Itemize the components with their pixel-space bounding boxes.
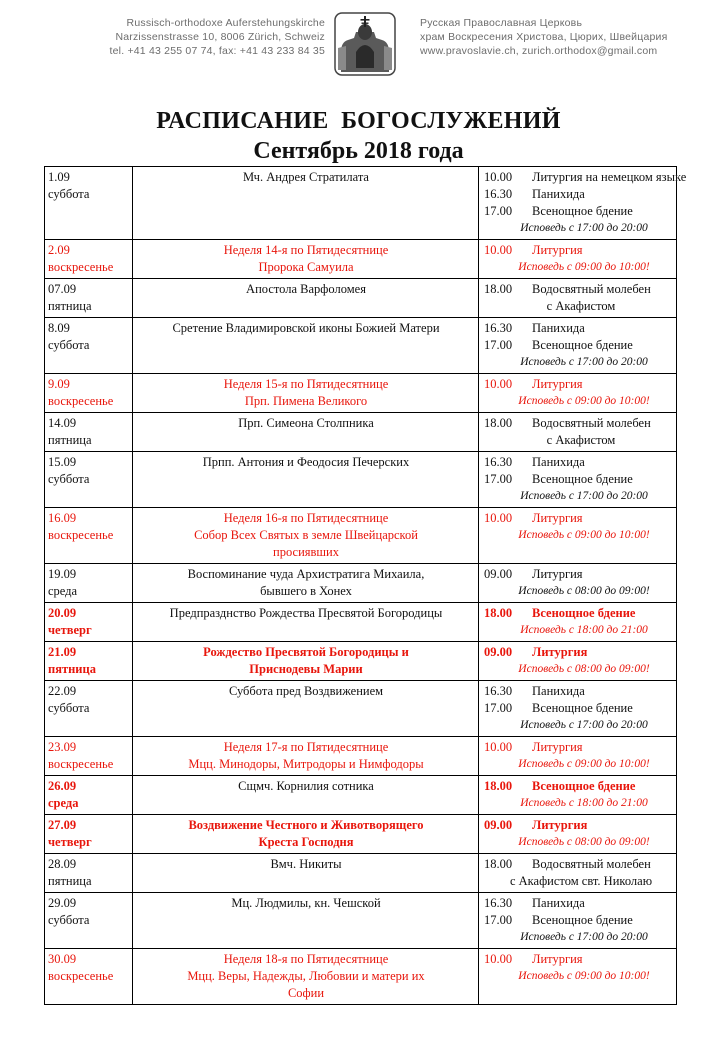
service-time: 16.30	[484, 187, 513, 201]
service-weekday: пятница	[48, 874, 92, 888]
letterhead-line: храм Воскресения Христова, Цюрих, Швейцария	[420, 31, 668, 43]
confession-time: Исповедь с 17:00 до 20:00	[520, 356, 648, 368]
feast-cell	[133, 279, 479, 318]
services-cell	[479, 949, 677, 1005]
service-name: Литургия на немецком языке	[532, 170, 687, 184]
date-cell	[45, 681, 133, 737]
feast-line: бывшего в Хонех	[260, 584, 352, 598]
feast-cell	[133, 374, 479, 413]
schedule-row	[45, 374, 677, 413]
feast-line: Прпп. Антония и Феодосия Печерских	[202, 455, 410, 469]
services-cell	[479, 776, 677, 815]
service-date: 19.09	[48, 567, 77, 581]
service-name: Всенощное бдение	[532, 701, 633, 715]
date-cell	[45, 167, 133, 240]
service-time: 10.00	[484, 377, 513, 391]
feast-line: Софии	[287, 986, 325, 1000]
letterhead-line: tel. +41 43 255 07 74, fax: +41 43 233 84 35	[109, 45, 325, 57]
services-cell	[479, 603, 677, 642]
feast-line: Воздвижение Честного и Животворящего	[188, 818, 424, 832]
feast-line: Прп. Пимена Великого	[244, 394, 368, 408]
feast-line: Воспоминание чуда Архистратига Михаила,	[187, 567, 425, 581]
services-cell	[479, 413, 677, 452]
service-weekday: суббота	[48, 913, 90, 927]
service-line	[482, 644, 674, 661]
service-date: 9.09	[48, 377, 70, 391]
services-cell	[479, 279, 677, 318]
date-cell	[45, 737, 133, 776]
service-name: Литургия	[532, 740, 583, 754]
service-date: 22.09	[48, 684, 77, 698]
letterhead-line: Русская Православная Церковь	[420, 17, 583, 29]
service-name: Водосвятный молебен	[532, 282, 651, 296]
service-name: Литургия	[532, 243, 583, 257]
service-weekday: суббота	[48, 338, 90, 352]
service-time: 18.00	[484, 606, 513, 620]
letterhead	[0, 0, 717, 80]
feast-line: Суббота пред Воздвижением	[228, 684, 384, 698]
feast-cell	[133, 949, 479, 1005]
services-cell	[479, 642, 677, 681]
feast-line: Сретение Владимировской иконы Божией Матери	[172, 321, 440, 335]
feast-cell	[133, 167, 479, 240]
service-time: 10.00	[484, 952, 513, 966]
service-date: 28.09	[48, 857, 77, 871]
confession-time: Исповедь с 09:00 до 10:00!	[518, 529, 650, 541]
feast-cell	[133, 564, 479, 603]
service-time: 16.30	[484, 455, 513, 469]
service-name: Литургия	[532, 567, 583, 581]
service-time: 09.00	[484, 645, 513, 659]
date-cell	[45, 413, 133, 452]
service-name: Литургия	[532, 952, 583, 966]
services-cell	[479, 508, 677, 564]
date-cell	[45, 893, 133, 949]
confession-time: Исповедь с 17:00 до 20:00	[520, 931, 648, 943]
service-weekday: суббота	[48, 187, 90, 201]
schedule-row	[45, 949, 677, 1005]
feast-line: Мц. Людмилы, кн. Чешской	[231, 896, 381, 910]
service-name: Всенощное бдение	[532, 338, 633, 352]
feast-cell	[133, 508, 479, 564]
schedule-row	[45, 279, 677, 318]
service-name: Панихида	[532, 684, 585, 698]
feast-cell	[133, 452, 479, 508]
feast-line: Неделя 15-я по Пятидесятнице	[223, 377, 389, 391]
service-name: Панихида	[532, 455, 585, 469]
service-time: 09.00	[484, 818, 513, 832]
service-weekday: воскресенье	[48, 757, 114, 771]
schedule-row	[45, 776, 677, 815]
service-weekday: четверг	[48, 623, 92, 637]
services-cell	[479, 240, 677, 279]
feast-cell	[133, 240, 479, 279]
services-cell	[479, 737, 677, 776]
feast-cell	[133, 815, 479, 854]
date-cell	[45, 279, 133, 318]
feast-line: Рождество Пресвятой Богородицы и	[203, 645, 409, 659]
service-name: Панихида	[532, 321, 585, 335]
schedule-row	[45, 737, 677, 776]
feast-cell	[133, 413, 479, 452]
service-weekday: пятница	[48, 662, 96, 676]
service-date: 23.09	[48, 740, 77, 754]
service-weekday: пятница	[48, 299, 92, 313]
feast-line: Неделя 18-я по Пятидесятнице	[223, 952, 389, 966]
date-cell	[45, 642, 133, 681]
date-cell	[45, 564, 133, 603]
feast-line: Неделя 14-я по Пятидесятнице	[223, 243, 389, 257]
service-name: Всенощное бдение	[532, 472, 633, 486]
service-line	[482, 186, 674, 203]
date-cell	[45, 318, 133, 374]
service-line	[482, 376, 674, 393]
service-time: 10.00	[484, 511, 513, 525]
feast-line: Предпразднство Рождества Пресвятой Богородицы	[169, 606, 443, 620]
service-name: Водосвятный молебен	[532, 416, 651, 430]
service-weekday: воскресенье	[48, 394, 114, 408]
service-line	[482, 454, 674, 471]
service-line	[482, 951, 674, 968]
services-cell	[479, 564, 677, 603]
confession-time: Исповедь с 09:00 до 10:00!	[518, 395, 650, 407]
service-date: 16.09	[48, 511, 77, 525]
services-cell	[479, 854, 677, 893]
feast-line: Апостола Варфоломея	[246, 282, 366, 296]
service-time: 18.00	[484, 416, 513, 430]
confession-time: Исповедь с 09:00 до 10:00!	[518, 758, 650, 770]
letterhead-german	[80, 16, 325, 58]
date-cell	[45, 815, 133, 854]
service-name-continued: с Акафистом свт. Николаю	[509, 874, 653, 888]
feast-cell	[133, 642, 479, 681]
feast-cell	[133, 776, 479, 815]
service-date: 14.09	[48, 416, 77, 430]
service-name-continued: с Акафистом	[546, 433, 616, 447]
feast-cell	[133, 893, 479, 949]
service-weekday: среда	[48, 796, 79, 810]
schedule-row	[45, 681, 677, 737]
service-time: 17.00	[484, 701, 513, 715]
feast-line: Прп. Симеона Столпника	[238, 416, 374, 430]
service-line	[482, 856, 674, 873]
service-name: Всенощное бдение	[532, 606, 636, 620]
confession-time: Исповедь с 08:00 до 09:00!	[518, 663, 650, 675]
service-date: 26.09	[48, 779, 77, 793]
schedule-row	[45, 452, 677, 508]
feast-line: Креста Господня	[258, 835, 354, 849]
date-cell	[45, 776, 133, 815]
schedule-row	[45, 642, 677, 681]
feast-line: Неделя 17-я по Пятидесятнице	[223, 740, 389, 754]
confession-time: Исповедь с 17:00 до 20:00	[520, 490, 648, 502]
service-line	[482, 605, 674, 622]
schedule-row	[45, 508, 677, 564]
service-weekday: воскресенье	[48, 260, 114, 274]
services-cell	[479, 815, 677, 854]
service-date: 20.09	[48, 606, 77, 620]
service-time: 17.00	[484, 338, 513, 352]
feast-cell	[133, 737, 479, 776]
service-line	[482, 912, 674, 929]
date-cell	[45, 452, 133, 508]
schedule-row	[45, 603, 677, 642]
service-line	[482, 683, 674, 700]
service-line	[482, 739, 674, 756]
service-name: Всенощное бдение	[532, 913, 633, 927]
confession-time: Исповедь с 18:00 до 21:00	[520, 797, 648, 809]
service-weekday: среда	[48, 584, 78, 598]
service-weekday: суббота	[48, 472, 90, 486]
service-name: Всенощное бдение	[532, 779, 636, 793]
service-name: Водосвятный молебен	[532, 857, 651, 871]
letterhead-line: Narzissenstrasse 10, 8006 Zürich, Schweiz	[115, 31, 325, 43]
confession-time: Исповедь с 09:00 до 10:00!	[518, 261, 650, 273]
schedule-row	[45, 167, 677, 240]
services-cell	[479, 167, 687, 240]
services-cell	[479, 452, 677, 508]
service-time: 16.30	[484, 896, 513, 910]
service-line	[482, 281, 674, 298]
service-weekday: суббота	[48, 701, 90, 715]
document-subtitle: Сентябрь 2018 года	[253, 138, 464, 164]
service-line	[482, 471, 674, 488]
service-date: 07.09	[48, 282, 77, 296]
services-cell	[479, 318, 677, 374]
date-cell	[45, 508, 133, 564]
schedule-row	[45, 893, 677, 949]
feast-cell	[133, 603, 479, 642]
service-line	[482, 169, 687, 186]
date-cell	[45, 240, 133, 279]
service-time: 10.00	[484, 243, 513, 257]
schedule-row	[45, 413, 677, 452]
service-time: 17.00	[484, 472, 513, 486]
service-name: Литургия	[532, 511, 583, 525]
confession-time: Исповедь с 18:00 до 21:00	[520, 624, 648, 636]
date-cell	[45, 603, 133, 642]
service-date: 21.09	[48, 645, 77, 659]
services-cell	[479, 681, 677, 737]
service-name: Литургия	[532, 377, 583, 391]
service-line	[482, 817, 674, 834]
service-line	[482, 337, 674, 354]
service-name: Всенощное бдение	[532, 204, 633, 218]
feast-line: Собор Всех Святых в земле Швейцарской	[194, 528, 418, 542]
confession-time: Исповедь с 09:00 до 10:00!	[518, 970, 650, 982]
schedule-row	[45, 318, 677, 374]
schedule-row	[45, 854, 677, 893]
church-logo-icon	[334, 12, 396, 76]
service-time: 16.30	[484, 684, 513, 698]
feast-line: Пророка Самуила	[258, 260, 354, 274]
service-name: Панихида	[532, 896, 585, 910]
service-time: 10.00	[484, 170, 513, 184]
service-time: 17.00	[484, 204, 513, 218]
feast-line: Мцц. Веры, Надежды, Любовии и матери их	[187, 969, 425, 983]
service-time: 18.00	[484, 779, 513, 793]
service-time: 16.30	[484, 321, 513, 335]
service-weekday: воскресенье	[48, 528, 114, 542]
service-time: 18.00	[484, 282, 513, 296]
service-time: 18.00	[484, 857, 513, 871]
letterhead-russian	[420, 16, 710, 58]
service-line	[482, 566, 674, 583]
service-weekday: четверг	[48, 835, 92, 849]
feast-line: Вмч. Никиты	[270, 857, 342, 871]
service-name-continued: с Акафистом	[546, 299, 616, 313]
feast-cell	[133, 318, 479, 374]
service-date: 8.09	[48, 321, 70, 335]
date-cell	[45, 854, 133, 893]
schedule-row	[45, 240, 677, 279]
confession-time: Исповедь с 08:00 до 09:00!	[518, 585, 650, 597]
service-line	[482, 415, 674, 432]
service-name: Литургия	[532, 818, 588, 832]
service-date: 27.09	[48, 818, 77, 832]
service-weekday: воскресенье	[48, 969, 114, 983]
letterhead-line: Russisch-orthodoxe Auferstehungskirche	[126, 17, 325, 29]
feast-line: Мч. Андрея Стратилата	[243, 170, 369, 184]
schedule-row	[45, 815, 677, 854]
service-date: 2.09	[48, 243, 70, 257]
feast-line: Приснодевы Марии	[249, 662, 363, 676]
service-name: Панихида	[532, 187, 585, 201]
confession-time: Исповедь с 17:00 до 20:00	[520, 222, 648, 234]
confession-time: Исповедь с 08:00 до 09:00!	[518, 836, 650, 848]
service-time: 09.00	[484, 567, 513, 581]
schedule-body	[45, 167, 687, 1005]
service-line	[482, 510, 674, 527]
service-date: 1.09	[48, 170, 70, 184]
document-title: РАСПИСАНИЕ БОГОСЛУЖЕНИЙ	[156, 108, 561, 134]
feast-line: Неделя 16-я по Пятидесятнице	[223, 511, 389, 525]
feast-cell	[133, 854, 479, 893]
service-line	[482, 203, 674, 220]
service-line	[482, 242, 674, 259]
service-date: 29.09	[48, 896, 77, 910]
service-time: 17.00	[484, 913, 513, 927]
feast-line: просиявших	[273, 545, 339, 559]
feast-cell	[133, 681, 479, 737]
service-time: 10.00	[484, 740, 513, 754]
date-cell	[45, 374, 133, 413]
service-name: Литургия	[532, 645, 588, 659]
service-weekday: пятница	[48, 433, 92, 447]
service-line	[482, 778, 674, 795]
service-line	[482, 895, 674, 912]
letterhead-line: www.pravoslavie.ch, zurich.orthodox@gmail.com	[420, 45, 658, 57]
feast-line: Сщмч. Корнилия сотника	[238, 779, 374, 793]
services-cell	[479, 893, 677, 949]
services-cell	[479, 374, 677, 413]
service-schedule-table	[44, 166, 687, 1005]
schedule-row	[45, 564, 677, 603]
service-line	[482, 700, 674, 717]
service-date: 30.09	[48, 952, 77, 966]
confession-time: Исповедь с 17:00 до 20:00	[520, 719, 648, 731]
date-cell	[45, 949, 133, 1005]
feast-line: Мцц. Минодоры, Митродоры и Нимфодоры	[188, 757, 424, 771]
service-date: 15.09	[48, 455, 77, 469]
service-line	[482, 320, 674, 337]
